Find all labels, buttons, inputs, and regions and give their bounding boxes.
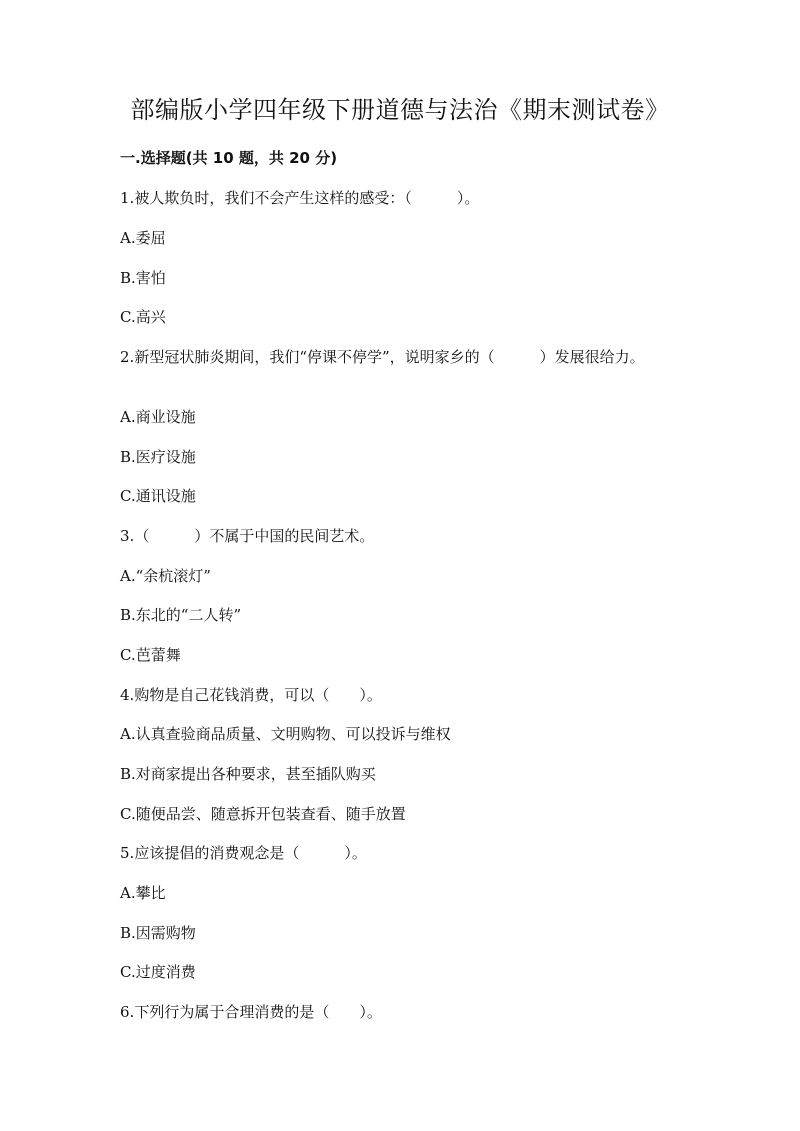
question-number: 1. [120, 189, 135, 207]
answer-option: B.因需购物 [120, 924, 196, 942]
question-number: 6. [120, 1003, 135, 1021]
answer-option: A.委屈 [120, 229, 166, 247]
answer-option: C.随便品尝、随意拆开包装查看、随手放置 [120, 805, 406, 823]
answer-option: B.害怕 [120, 269, 166, 287]
answer-option: A.认真查验商品质量、文明购物、可以投诉与维权 [120, 725, 451, 743]
question-text: 购物是自己花钱消费，可以（ ）。 [134, 686, 382, 704]
question-stem [120, 1001, 680, 1023]
answer-option: A.商业设施 [120, 408, 196, 426]
answer-option: B.对商家提出各种要求，甚至插队购买 [120, 765, 376, 783]
answer-option: A.攀比 [120, 884, 166, 902]
answer-option: C.高兴 [120, 308, 166, 326]
question-text: 应该提倡的消费观念是（ ）。 [134, 844, 367, 862]
question-text: （ ）不属于中国的民间艺术。 [134, 527, 375, 545]
question-number: 2. [120, 348, 135, 366]
question-number: 5. [120, 844, 135, 862]
question-number: 4. [120, 686, 135, 704]
answer-option: B.东北的“二人转” [120, 606, 242, 624]
answer-option: B.医疗设施 [120, 448, 196, 466]
question-text: 被人欺负时，我们不会产生这样的感受：（ ）。 [134, 189, 480, 207]
question-stem [120, 842, 680, 864]
answer-option: C.芭蕾舞 [120, 646, 181, 664]
question-number: 3. [120, 527, 135, 545]
answer-option: C.过度消费 [120, 963, 196, 981]
question-text: 下列行为属于合理消费的是（ ）。 [134, 1003, 382, 1021]
page-title: 部编版小学四年级下册道德与法治《期末测试卷》 [130, 96, 670, 124]
question-text: 新型冠状肺炎期间，我们“停课不停学”，说明家乡的（ ）发展很给力。 [134, 348, 645, 366]
answer-option: C.通讯设施 [120, 487, 196, 505]
question-stem [120, 187, 680, 209]
answer-option: A.“余杭滚灯” [120, 567, 211, 585]
section-heading: 一.选择题(共 10 题，共 20 分) [120, 149, 338, 167]
question-stem [120, 525, 680, 547]
question-stem [120, 684, 680, 706]
question-stem [120, 346, 680, 368]
